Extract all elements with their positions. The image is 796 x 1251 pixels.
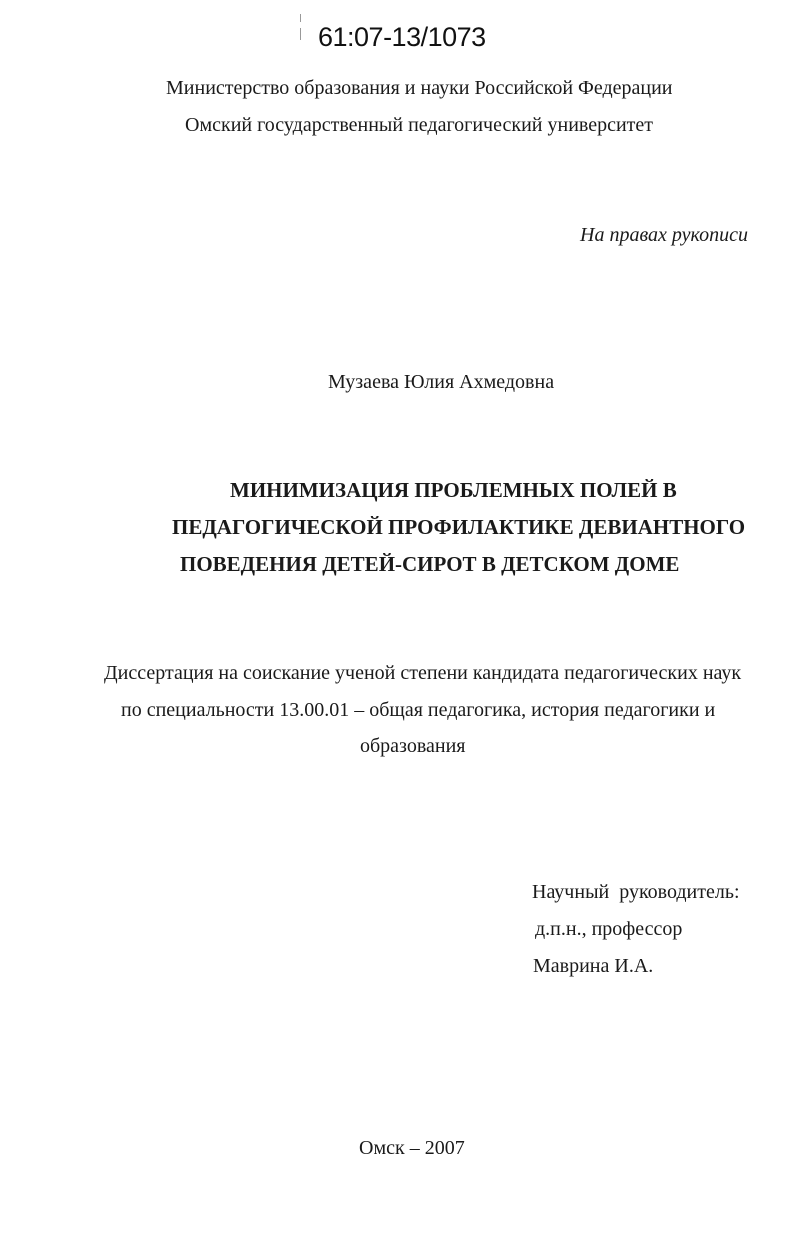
title-line-1: МИНИМИЗАЦИЯ ПРОБЛЕМНЫХ ПОЛЕЙ В: [230, 478, 677, 502]
supervisor-label: Научный руководитель:: [532, 881, 740, 903]
scan-mark: [300, 28, 301, 40]
title-line-3: ПОВЕДЕНИЯ ДЕТЕЙ-СИРОТ В ДЕТСКОМ ДОМЕ: [180, 552, 680, 576]
scan-mark: [300, 14, 301, 22]
title-line-2: ПЕДАГОГИЧЕСКОЙ ПРОФИЛАКТИКЕ ДЕВИАНТНОГО: [172, 515, 746, 539]
supervisor-name: Маврина И.А.: [533, 955, 654, 977]
author-name: Музаева Юлия Ахмедовна: [328, 371, 555, 393]
university-name: Омский государственный педагогический университет: [185, 114, 654, 136]
dissertation-line-2: по специальности 13.00.01 – общая педагогика, история педагогики и: [121, 699, 716, 721]
rights-note: На правах рукописи: [580, 224, 748, 246]
dissertation-line-3: образования: [360, 735, 466, 757]
archive-stamp-number: 61:07-13/1073: [318, 22, 486, 52]
ministry-name: Министерство образования и науки Российской Федерации: [166, 77, 673, 99]
dissertation-line-1: Диссертация на соискание ученой степени кандидата педагогических наук: [104, 662, 742, 684]
place-and-year: Омск – 2007: [359, 1137, 465, 1159]
supervisor-degree: д.п.н., профессор: [535, 918, 683, 940]
